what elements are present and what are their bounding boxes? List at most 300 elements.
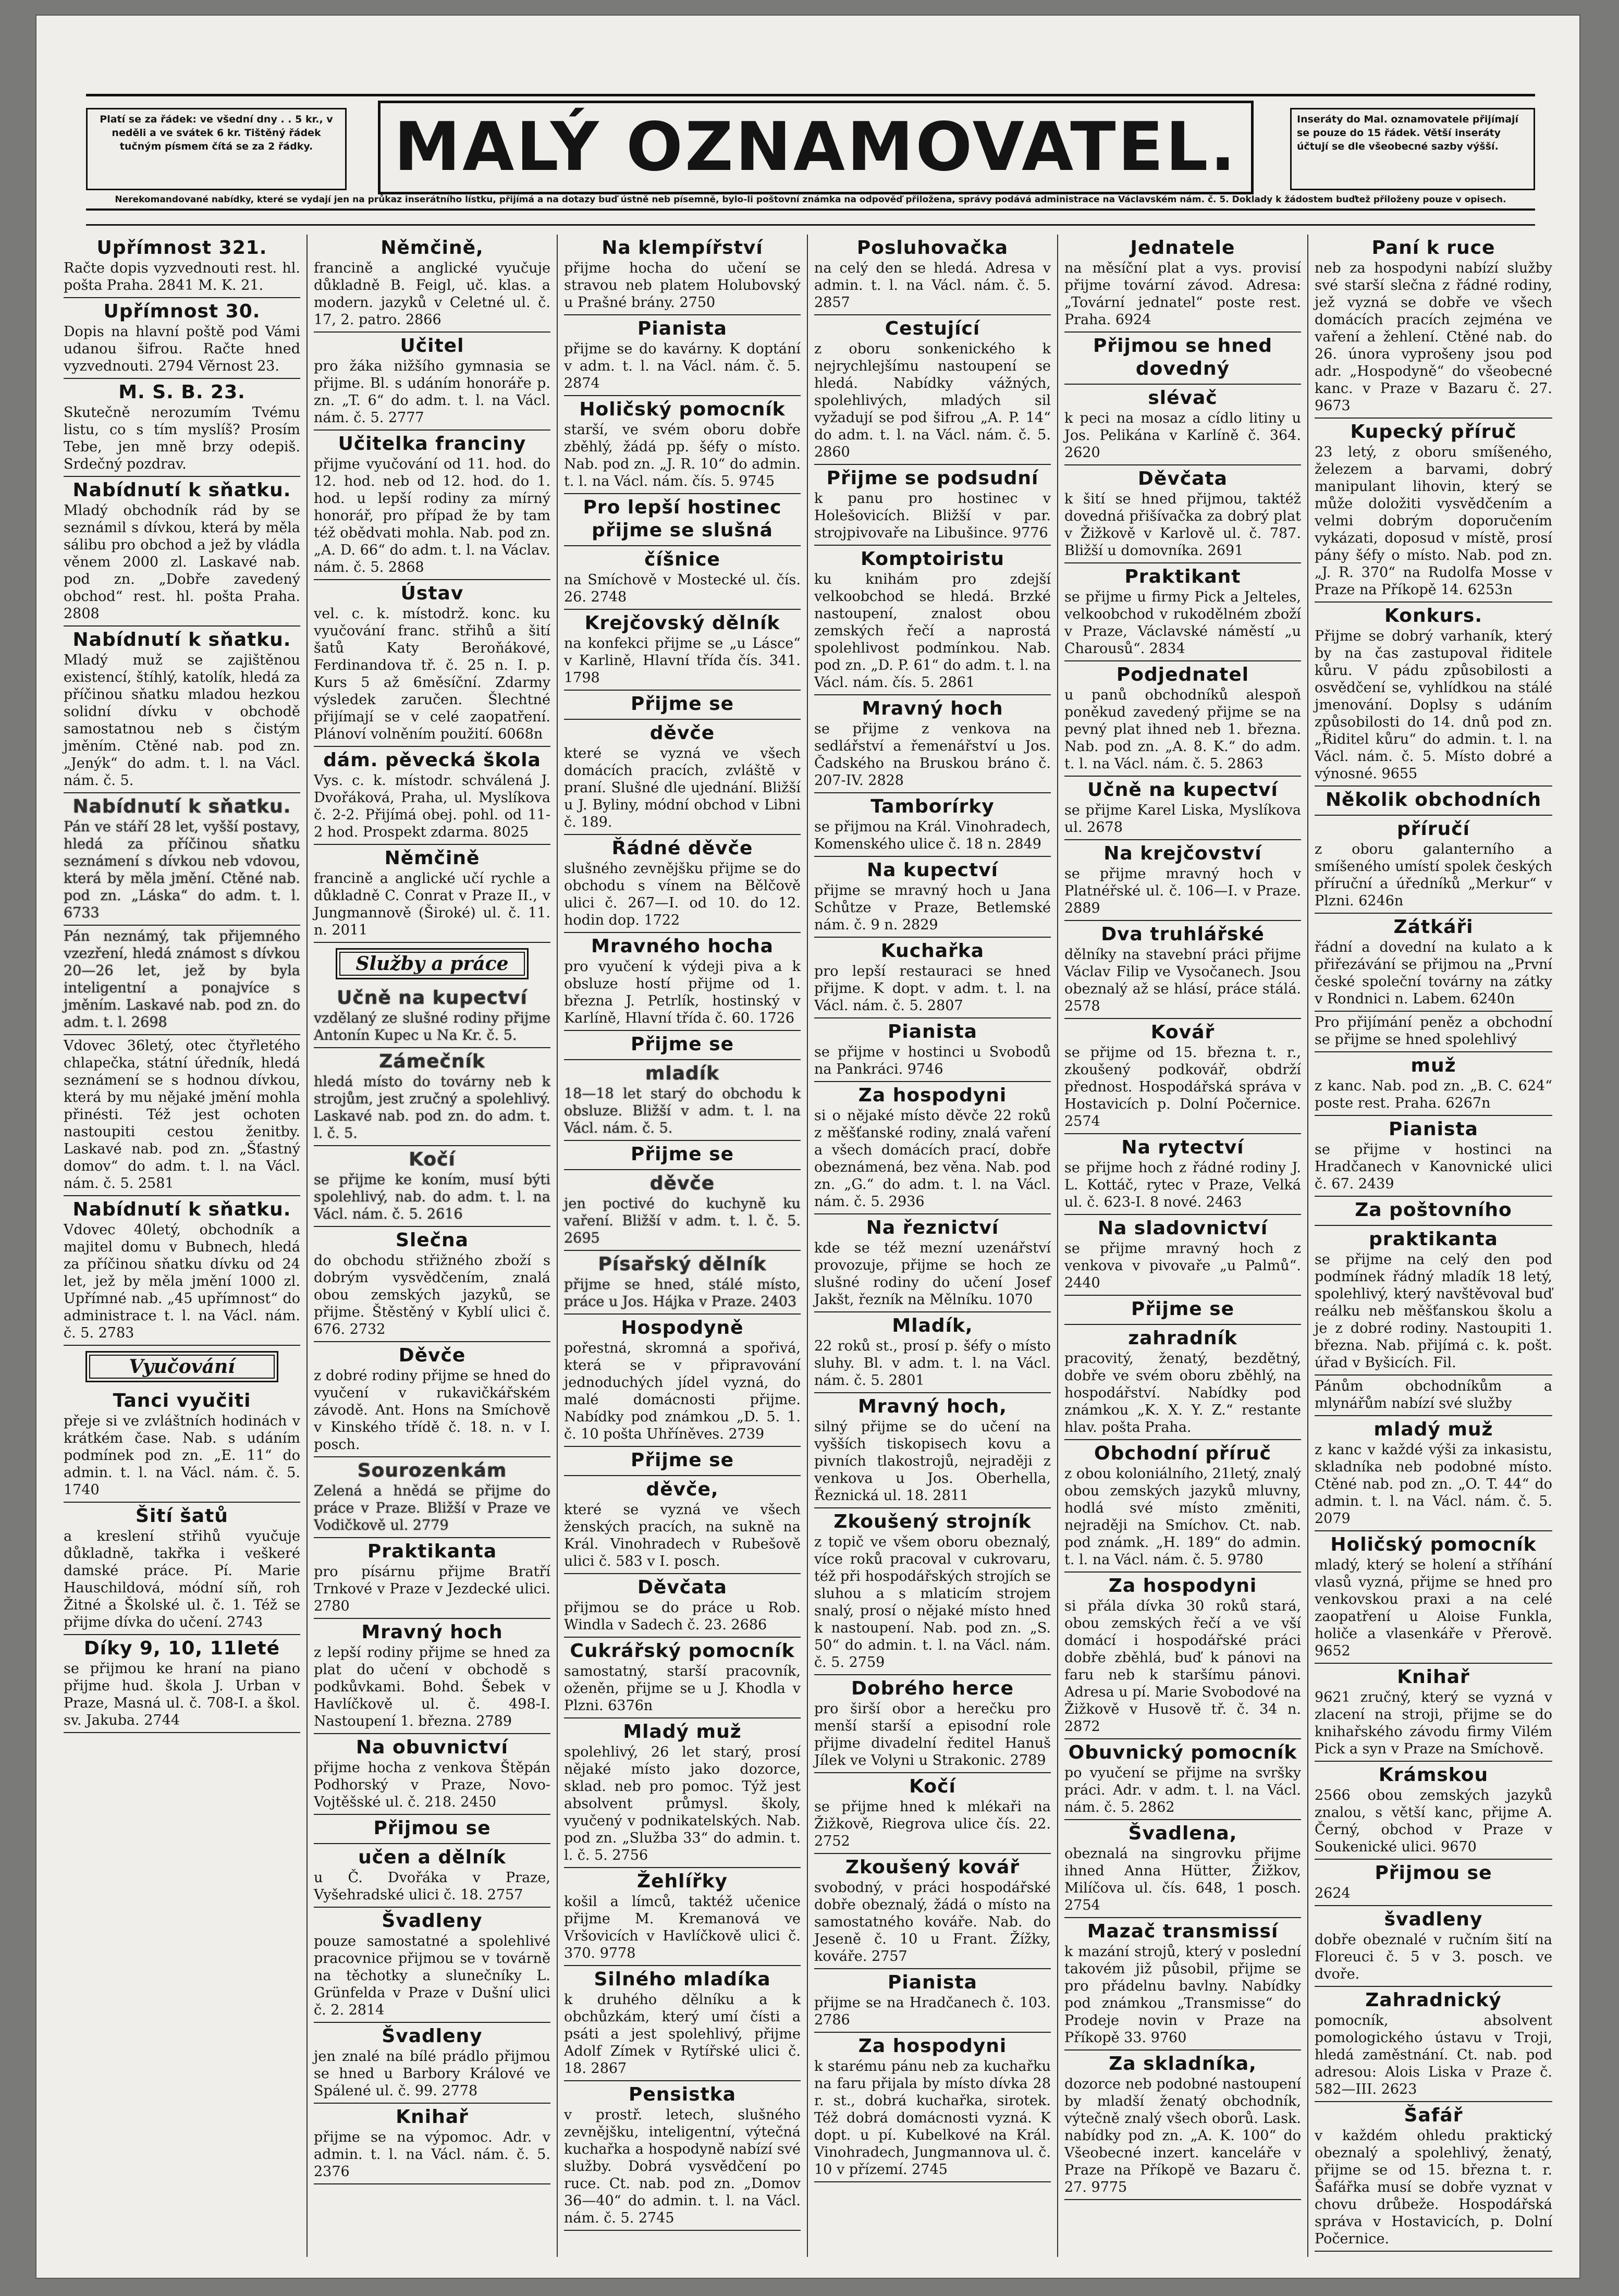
ad-text: přijmou se do práce u Rob. Windla v Sadech č. 23. 2686 bbox=[564, 1600, 801, 1633]
price-box: Platí se za řádek: ve všední dny . . 5 kr., v neděli a ve svátek 6 kr. Tištěný řádek tučným písmem čítá se za 2 řádky. bbox=[86, 108, 347, 190]
ad-heading: Konkurs. bbox=[1384, 605, 1483, 627]
ad-heading: Na sladovnictví bbox=[1097, 1218, 1268, 1239]
classified-ad bbox=[564, 1315, 801, 1447]
ad-heading: Němčině bbox=[384, 848, 480, 869]
ad-text: se přijme z venkova na sedlářství a řemenářství u Jos. Čadského na Bruskou bráno č. 207-IV. 2828 bbox=[814, 721, 1051, 789]
classified-ad bbox=[1064, 661, 1301, 777]
ad-text: se přijmou ke hraní na piano přijme hud. škola J. Urban v Praze, Masná ul. č. 708-I. a škol. sv. Jakuba. 2744 bbox=[64, 1661, 300, 1728]
column-6 bbox=[1308, 235, 1559, 2257]
classified-ad bbox=[314, 1227, 550, 1342]
classified-ad bbox=[814, 938, 1051, 1018]
classified-ad bbox=[564, 1170, 801, 1251]
ad-heading: Pianista bbox=[1389, 1119, 1478, 1140]
ad-heading: Učně na kupectví bbox=[337, 987, 528, 1009]
ad-heading: Na klempířství bbox=[602, 237, 763, 259]
classified-ad bbox=[1315, 914, 1552, 1012]
ad-text: k druhého dělníku a k obchůzkám, který umí čísti a psáti a jest spolehlivý, přijme Adolf Zímek v Rytířské ulici č. 18. 2867 bbox=[564, 1992, 801, 2077]
classified-ad bbox=[314, 1538, 550, 1619]
classified-ad bbox=[314, 1146, 550, 1227]
ad-heading: Kuchařka bbox=[880, 940, 985, 962]
ad-heading: Tamborírky bbox=[870, 796, 995, 817]
classified-ad bbox=[1315, 1116, 1552, 1197]
ad-text: Pánům obchodníkům a mlynářům nabízí své služby bbox=[1315, 1378, 1552, 1411]
classified-ad bbox=[564, 933, 801, 1031]
classified-ad bbox=[1064, 1820, 1301, 1918]
ad-text: Vdovec 36letý, otec čtyřletého chlapečka, státní úředník, hledá seznámení se s hodnou dívkou, která by mu nějaké jmění mohla přinésti. Též jest ochoten nastoupiti cestou ženitby. Laskavé nab. pod zn. „Šťastný domov“ do adm. t. l. na Václ. nám. č. 5. 2581 bbox=[64, 1038, 300, 1192]
classified-ad bbox=[814, 1214, 1051, 1312]
classified-ad bbox=[314, 845, 550, 943]
ad-heading: učen a dělník bbox=[358, 1847, 506, 1868]
ad-heading: Pianista bbox=[888, 1021, 977, 1042]
classified-ad bbox=[564, 315, 801, 396]
classified-ad bbox=[1315, 1012, 1552, 1052]
ad-heading: děvče bbox=[649, 722, 715, 744]
ad-heading: Pianista bbox=[637, 318, 727, 339]
administration-notice: Nerekomandované nabídky, které se vydají jen na průkaz inserátního lístku, přijímá a na dotazy buď ústně neb písemně, bylo-li poštovní známka na odpověď přiložena, správy podává administrace na Václavském nám. č. 5. Doklady k žádostem buďtež přiloženy pouze v opisech. bbox=[86, 193, 1535, 226]
ad-text: na konfekci přijme se „u Lásce“ v Karlině, Hlavní třída čís. 341. 1798 bbox=[564, 635, 801, 686]
ad-heading: Cestující bbox=[885, 318, 980, 339]
classified-ad bbox=[64, 1196, 300, 1346]
ad-heading: Krejčovský dělník bbox=[584, 612, 780, 634]
ad-text: a kreslení střihů vyučuje důkladně, takřka i veškeré damské práce. Pí. Marie Hauschildová, módní síň, roh Žitné a Školské ul. č. 1. Též se přijme dívka do učení. 2743 bbox=[64, 1528, 300, 1630]
section-heading: Služby a práce bbox=[336, 948, 529, 979]
classified-ad bbox=[314, 1457, 550, 1538]
classified-ad bbox=[314, 2104, 550, 2184]
ad-heading: Paní k ruce bbox=[1371, 237, 1495, 259]
classified-ad bbox=[564, 1574, 801, 1638]
ad-heading: Mravný hoch, bbox=[858, 1396, 1007, 1417]
ad-text: na měsíční plat a vys. provisí přijme tovární závod. Adresa: „Tovární jednatel“ poste rest. Praha. 6924 bbox=[1064, 260, 1301, 328]
column-1 bbox=[57, 235, 308, 2257]
ad-heading: Nabídnutí k sňatku. bbox=[72, 629, 291, 650]
classified-ad bbox=[564, 1031, 801, 1060]
ad-text: pracovitý, ženatý, bezdětný, dobře ve svém oboru zběhlý, na hospodářství. Nabídky pod známkou „K. X. Y. Z.“ restante hlav. pošta Praha. bbox=[1064, 1350, 1301, 1435]
ad-heading: příručí bbox=[1397, 818, 1470, 840]
ad-text: se přijme ke koním, musí býti spolehlivý, nab. do adm. t. l. na Václ. nám. č. 5. 2616 bbox=[314, 1172, 550, 1222]
ad-heading: Na kupectví bbox=[866, 860, 999, 881]
ad-text: si přála dívka 30 roků stará, obou zemských řečí a ve vší domácí i hospodářské práci dobře zběhlá, buď k pánovi na faru neb k staršímu pánovi. Adresa u pí. Marie Svobodové na Žižkově v Husově tř. č. 34 n. 2872 bbox=[1064, 1598, 1301, 1735]
classified-ad bbox=[64, 477, 300, 627]
ad-text: v prostř. letech, slušného zevnějšku, inteligentní, výtečná kuchařka a hospodyně nabízí své služby. Dobrá vysvědčení po ruce. Ct. nab. pod zn. „Domov 36—40“ do admin. t. l. na Václ. nám. č. 5. 2745 bbox=[564, 2107, 801, 2226]
ad-text: se přijme mravný hoch z venkova v pivovaře „u Palmů“. 2440 bbox=[1064, 1241, 1301, 1291]
ad-text: si o nějaké místo děvče 22 roků z měšťanské rodiny, znalá vaření a všech domácích prací, dobře obeznámená, bez věna. Nab. pod zn. „G.“ do adm. t. l. na Václ. nám. č. 5. 2936 bbox=[814, 1108, 1051, 1210]
ad-heading: Pensistka bbox=[628, 2084, 737, 2105]
ad-heading: Přijmou se bbox=[1375, 1862, 1492, 1884]
classified-ad bbox=[314, 1815, 550, 1844]
ad-heading: Holičský pomocník bbox=[579, 399, 786, 420]
ad-heading: Němčině, bbox=[381, 237, 484, 259]
classified-ad bbox=[314, 580, 550, 747]
classified-ad bbox=[1064, 777, 1301, 840]
ad-text: francině a anglické učí rychle a důkladně C. Conrat v Praze II., v Jungmannově (Široké) ul. č. 11. n. 2011 bbox=[314, 870, 550, 938]
classified-ad bbox=[1315, 816, 1552, 914]
ad-text: z oboru galanterního a smíšeného umístí spolek českých příruční a úředníků „Merkur“ v Plzni. 6246n bbox=[1315, 841, 1552, 909]
ad-text: pomocník, absolvent pomologického ústavu v Troji, hledá zaměstnání. Ct. nab. pod adresou: Alois Liska v Praze č. 582—III. 2623 bbox=[1315, 2012, 1552, 2097]
ad-heading: Děvče bbox=[398, 1345, 466, 1366]
ad-text: řádní a dovední na kulato a k přiřezávání se přijmou na „První české společní továrny na zátky v Rondnici n. Labem. 6240n bbox=[1315, 939, 1552, 1007]
classified-ad bbox=[1315, 1987, 1552, 2102]
ad-text: se přijme na celý den pod podmínek řádný mladík 18 letý, spolehlivý, který navštěvoval buď reálku neb měšťanskou školu a je z dobré rodiny. Nastoupiti 1. března. Nab. přijímá c. k. pošt. úřad v Byšicích. Fil. bbox=[1315, 1251, 1552, 1371]
classified-ad bbox=[1315, 603, 1552, 787]
classified-ad bbox=[64, 1635, 300, 1733]
classified-ad bbox=[1315, 1762, 1552, 1860]
ad-text: se přijme v hostinci u Svobodů na Pankráci. 9746 bbox=[814, 1044, 1051, 1077]
classified-ad bbox=[314, 1619, 550, 1734]
ad-text: se přijmou na Král. Vinohradech, Komenského ulice č. 18 n. 2849 bbox=[814, 819, 1051, 852]
ad-heading: Jednatele bbox=[1130, 237, 1235, 259]
ad-text: k mazání strojů, který v poslední takovém již působil, přijme se pro přádelnu bavlny. Nabídky pod známkou „Transmisse“ do Prodeje novin v Praze na Příkopě 33. 9760 bbox=[1064, 1944, 1301, 2046]
ad-text: Zelená a hnědá se přijme do práce v Praze. Bližší v Praze ve Vodičkově ul. 2779 bbox=[314, 1483, 550, 1533]
classified-ad bbox=[314, 333, 550, 431]
ad-heading: Podjednatel bbox=[1116, 664, 1249, 685]
classified-ad bbox=[1315, 1664, 1552, 1762]
column-3 bbox=[558, 235, 808, 2257]
ad-text: Přijme se dobrý varhaník, který by na čas zastupoval řiditele kůru. V pádu způsobilosti a osvědčení se, vyhlídkou na stálé jmenování. Doplsy s udáním způsobilosti do 14. dnů pod zn. „Řiditel kůru“ do admin. t. l. na Václ. nám. č. 5. Místo dobré a výnosné. 9655 bbox=[1315, 628, 1552, 782]
classified-ad bbox=[564, 494, 801, 546]
classified-ad bbox=[564, 1141, 801, 1170]
ad-text: Skutečně nerozumím Tvému listu, co s tím myslíš? Prosím Tebe, jen mně brzy odepiš. Srdečný pozdrav. bbox=[64, 404, 300, 472]
ad-heading: Obchodní příruč bbox=[1094, 1443, 1271, 1464]
classified-ad bbox=[64, 298, 300, 379]
ad-text: pro písárnu přijme Bratří Trnkové v Praze v Jezdecké ulici. 2780 bbox=[314, 1564, 550, 1614]
ad-text: starší, ve svém oboru dobře zběhlý, žádá pp. šéfy o místo. Nab. pod zn. „J. R. 10“ do admin. t. l. na Václ. nám. čís. 5. 9745 bbox=[564, 422, 801, 489]
ad-text: jen znalé na bílé prádlo přijmou se hned u Barbory Králové ve Spálené ul. č. 99. 2778 bbox=[314, 2048, 550, 2099]
ad-heading: Krámskou bbox=[1378, 1764, 1489, 1786]
classified-ad bbox=[814, 2033, 1051, 2182]
ad-heading: Přijme se bbox=[630, 693, 734, 715]
ad-heading: Šafář bbox=[1404, 2105, 1463, 2126]
ad-heading: Nabídnutí k sňatku. bbox=[72, 1199, 291, 1220]
ad-text: pouze samostatné a spolehlivé pracovnice přijmou se v továrně na těchotky a slunečníky L. Grünfelda v Praze v Dušní ulici č. 2. 2814 bbox=[314, 1933, 550, 2018]
ad-heading: Přijme se bbox=[630, 1450, 734, 1471]
newspaper-page bbox=[36, 16, 1579, 2278]
ad-heading: Šití šatů bbox=[136, 1505, 228, 1527]
ad-text: Pro přijímání peněz a obchodní se přijme se hned spolehlivý bbox=[1315, 1014, 1552, 1048]
classified-ad bbox=[564, 1251, 801, 1315]
ad-heading: Žehlířky bbox=[637, 1871, 728, 1892]
ad-text: přijme se na Hradčanech č. 103. 2786 bbox=[814, 1995, 1051, 2028]
ad-heading: Přijme se bbox=[630, 1034, 734, 1055]
ad-heading: Pro lepší hostinec přijme se slušná bbox=[583, 497, 782, 541]
ad-heading: Na obuvnictví bbox=[356, 1737, 508, 1758]
classified-ad bbox=[314, 1048, 550, 1146]
ad-heading: Kupecký příruč bbox=[1350, 421, 1517, 443]
classified-ad bbox=[814, 857, 1051, 938]
ad-heading: Praktikant bbox=[1124, 566, 1241, 587]
ad-heading: Nabídnutí k sňatku. bbox=[72, 796, 291, 817]
classified-ad bbox=[564, 2081, 801, 2231]
ad-text: se přijme hoch z řádné rodiny J. L. Kottáč, rytec v Praze, Velká ul. č. 623-I. 8 nové. 2463 bbox=[1064, 1160, 1301, 1210]
ad-heading: Děvčata bbox=[637, 1577, 727, 1598]
classified-ad bbox=[564, 691, 801, 720]
classified-ad bbox=[564, 396, 801, 494]
ad-text: 2566 obou zemských jazyků znalou, s větší kanc, přijme A. Černý, obchod v Praze v Soukenické ulici. 9670 bbox=[1315, 1787, 1552, 1855]
ad-heading: Zkoušený kovář bbox=[845, 1857, 1020, 1878]
ad-heading: Švadleny bbox=[382, 2025, 483, 2047]
ad-heading: Dva truhlářské bbox=[1101, 924, 1265, 945]
ad-heading: Na rytectví bbox=[1121, 1137, 1244, 1158]
ad-text: k šití se hned přijmou, taktéž dovedná přišívačka za dobrý plat v Žižkově v Karlově ul. č. 787. Bližší u domovníka. 2691 bbox=[1064, 491, 1301, 559]
ad-text: dělníky na stavební práci přijme Václav Filip ve Vysočanech. Jsou obeznalý až se hlásí, práce stálá. 2578 bbox=[1064, 947, 1301, 1014]
ad-text: Mladý muž se zajištěnou existencí, štíhlý, katolík, hledá za příčinou sňatku mladou hezkou solidní dívku v obchodě samostatnou neb s čistým jměním. Ctěné nab. pod zn. „Jenýk“ do adm. t. l. na Václ. nám. č. 5. bbox=[64, 652, 300, 789]
ad-heading: Knihař bbox=[1397, 1666, 1470, 1688]
ad-heading: Za hospodyni bbox=[858, 1085, 1007, 1106]
classified-ad bbox=[814, 1854, 1051, 1969]
section-heading: Vyučování bbox=[85, 1351, 278, 1382]
ad-heading: švadleny bbox=[1384, 1909, 1483, 1930]
classified-ad bbox=[1315, 235, 1552, 419]
ad-heading: číšnice bbox=[644, 549, 720, 570]
ad-text: slušného zevnějšku přijme se do obchodu s vínem na Bělčově ulici č. 267—I. od 10. do 12. hodin dop. 1722 bbox=[564, 861, 801, 928]
ad-heading: Přijmou se hned dovedný bbox=[1093, 335, 1273, 379]
ad-heading: Učitel bbox=[400, 335, 464, 357]
ad-text: svobodný, v práci hospodářské dobře obeznalý, žádá o místo na samostatného kováře. Nab. do Jeseně č. 10 u Frant. Žížky, kováře. 2757 bbox=[814, 1880, 1051, 1965]
ad-text: Mladý obchodník rád by se seznámil s dívkou, která by měla sálibu pro obchod a jež by vládla věnem 2000 zl. Laskavé nab. pod zn. „Dobře zavedený obchod“ rest. hl. pošta Praha. 2808 bbox=[64, 502, 300, 622]
ad-text: z oboru sonkenického k nejrychlejšímu nastoupení se hledá. Nabídky vážných, spolehlivých, mladých sil vyžadují se pod šifrou „A. P. 14“ do adm. t. l. na Václ. nám. č. 5. 2860 bbox=[814, 341, 1051, 460]
classified-ad bbox=[314, 1342, 550, 1457]
ad-text: jen poctivé do kuchyně ku vaření. Bližší v adm. t. l. č. 5. 2695 bbox=[564, 1196, 801, 1246]
classified-ad bbox=[1064, 1918, 1301, 2051]
classified-ad bbox=[314, 985, 550, 1048]
classified-ad bbox=[1064, 1440, 1301, 1573]
ad-text: k starému pánu neb za kuchařku na faru přijala by místo dívka 28 r. st., dobrá kuchařka, sirotek. Též dobrá domácnosti vyzná. K dopt. u pí. Kubelkové na Král. Vinohradech, Jungmannova ul. č. 10 v přízemí. 2745 bbox=[814, 2058, 1051, 2178]
classified-ad bbox=[1064, 465, 1301, 563]
classified-ad bbox=[1315, 1052, 1552, 1116]
classified-ad bbox=[564, 720, 801, 835]
classified-ad bbox=[1064, 921, 1301, 1019]
ad-heading: Učitelka franciny bbox=[338, 433, 526, 455]
ad-text: hledá místo do továrny neb k strojům, jest zručný a spolehlivý. Laskavé nab. pod zn. do adm. t. l. č. 5. bbox=[314, 1074, 550, 1141]
ad-heading: Na řeznictví bbox=[866, 1217, 999, 1238]
ad-heading: Přijme se podsudní bbox=[826, 468, 1039, 489]
ad-text: 9621 zručný, který se vyzná v zlacení na stroji, přijme se do knihařského závodu firmy Vilém Pick a syn v Praze na Smíchově. bbox=[1315, 1689, 1552, 1757]
classified-columns bbox=[57, 235, 1559, 2257]
ad-heading: Slečna bbox=[396, 1230, 469, 1251]
ad-heading: Přijme se bbox=[630, 1144, 734, 1165]
ad-heading: Zátkáři bbox=[1393, 916, 1474, 938]
classified-ad bbox=[814, 1773, 1051, 1854]
ad-heading: Několik obchodních bbox=[1325, 789, 1542, 811]
column-2 bbox=[308, 235, 558, 2257]
column-4 bbox=[808, 235, 1058, 2257]
classified-ad bbox=[814, 1082, 1051, 1214]
ad-text: pro žáka nižšího gymnasia se přijme. Bl. s udáním honoráře p. zn. „T. 6“ do adm. t. l. na Václ. nám. č. 5. 2777 bbox=[314, 358, 550, 426]
ad-text: se přijme od 15. března t. r., zkoušený podkovář, obdrží přednost. Hospodářská správa v Hostavicích p. Dolní Počernice. 2574 bbox=[1064, 1045, 1301, 1129]
classified-ad bbox=[64, 627, 300, 793]
ad-heading: Dobrého herce bbox=[851, 1678, 1014, 1699]
ad-text: Vdovec 40letý, obchodník a majitel domu v Bubnech, hledá za příčinou sňatku dívku od 24 let, jež by měla jmění 1000 zl. Upřímné nab. „45 upřímnost“ do administrace t. l. na Václ. nám. č. 5. 2783 bbox=[64, 1222, 300, 1341]
ad-heading: mladý muž bbox=[1373, 1419, 1493, 1440]
ad-heading: muž bbox=[1411, 1055, 1456, 1076]
classified-ad bbox=[814, 793, 1051, 857]
ad-text: se přijme hned k mlékaři na Žižkově, Riegrova ulice čís. 22. 2752 bbox=[814, 1799, 1051, 1849]
ad-text: 22 roků st., prosí p. šéfy o místo sluhy. Bl. v adm. t. l. na Václ. nám. č. 5. 2801 bbox=[814, 1338, 1051, 1389]
ad-heading: Zkoušený strojník bbox=[833, 1511, 1032, 1532]
classified-ad bbox=[314, 235, 550, 333]
ad-heading: Upřímnost 30. bbox=[103, 301, 261, 322]
ad-text: se přijme v hostinci na Hradčanech v Kanovnické ulici č. 67. 2439 bbox=[1315, 1141, 1552, 1192]
ad-heading: Kočí bbox=[409, 1149, 456, 1170]
classified-ad bbox=[314, 1908, 550, 2023]
ad-text: Pán neznámý, tak přijemného vzezření, hledá známost s dívkou 20—26 let, jež by byla inteligentní a ponajvíce s jměním. Laskavé nab. pod zn. do adm. t. l. 2698 bbox=[64, 928, 300, 1030]
ad-text: mladý, který se holení a stříhání vlasů vyzná, přijme se hned pro venkovskou praxi a na celé zaopatření u Aloise Funkla, holiče a vlasenkáře v Přerově. 9652 bbox=[1315, 1557, 1552, 1659]
ad-heading: Švadleny bbox=[382, 1910, 483, 1932]
ad-text: které se vyzná ve všech ženských pracích, na sukně na Král. Vinohradech v Rubešově ulici č. 583 v I. posch. bbox=[564, 1502, 801, 1569]
classified-ad bbox=[814, 695, 1051, 793]
classified-ad bbox=[1064, 1134, 1301, 1215]
ad-heading: Posluhovačka bbox=[856, 237, 1009, 259]
ad-text: pro širší obor a herečku pro menší starší a episodní role přijme divadelní ředitel Hanuš Jílek ve Volyni u Strakonic. 2789 bbox=[814, 1701, 1051, 1769]
classified-ad bbox=[564, 235, 801, 315]
classified-ad bbox=[564, 1638, 801, 1718]
classified-ad bbox=[314, 1844, 550, 1908]
ad-text: z kanc. Nab. pod zn. „B. C. 624“ poste rest. Praha. 6267n bbox=[1315, 1078, 1552, 1111]
ad-text: se přijme Karel Liska, Myslíkova ul. 2678 bbox=[1064, 802, 1301, 836]
ad-heading: mladík bbox=[645, 1063, 720, 1084]
ad-text: do obchodu střižného zboží s dobrým vysvědčením, znalá obou zemských jazyků, se přijme. Štěstěný v Kyblí ulici č. 676. 2732 bbox=[314, 1253, 550, 1337]
classified-ad bbox=[814, 315, 1051, 465]
classified-ad bbox=[1064, 840, 1301, 921]
classified-ad bbox=[564, 546, 801, 610]
ad-text: přijme hocha z venkova Štěpán Podhorský v Praze, Novo-Vojtěšské ul. č. 218. 2450 bbox=[314, 1760, 550, 1810]
ad-heading: Praktikanta bbox=[367, 1541, 497, 1562]
ad-text: z dobré rodiny přijme se hned do vyučení v rukavičkářském závodě. Ant. Hons na Smíchově v Kinského třídě č. 18. n. v I. posch. bbox=[314, 1368, 550, 1453]
classified-ad bbox=[1064, 1215, 1301, 1296]
classified-ad bbox=[1064, 1573, 1301, 1739]
ad-heading: M. S. B. 23. bbox=[118, 382, 246, 403]
ad-heading: Za skladníka, bbox=[1109, 2053, 1257, 2074]
classified-ad bbox=[564, 1718, 801, 1868]
ad-text: 2624 bbox=[1315, 1885, 1351, 1901]
classified-ad bbox=[814, 1675, 1051, 1773]
ad-heading: Zahradnický bbox=[1365, 1990, 1502, 2011]
classified-ad bbox=[64, 1035, 300, 1196]
ad-text: ku knihám pro zdejší velkoobchod se hledá. Brzké nastoupení, znalost obou zemských řečí a naprostá spolehlivost podmínkou. Nab. pod zn. „D. P. 61“ do adm. t. l. na Václ. nám. čís. 5. 2861 bbox=[814, 571, 1051, 691]
classified-ad bbox=[1064, 235, 1301, 333]
classified-ad bbox=[814, 1312, 1051, 1393]
ad-heading: dám. pěvecká škola bbox=[323, 750, 541, 771]
ad-text: po vyučení se přijme na svršky práci. Adr. v adm. t. l. na Václ. nám. č. 5. 2862 bbox=[1064, 1765, 1301, 1815]
ad-heading: Zámečník bbox=[379, 1051, 485, 1072]
ad-text: pro lepší restauraci se hned přijme. K dopt. v adm. t. l. na Václ. nám. č. 5. 2807 bbox=[814, 963, 1051, 1014]
classified-ad bbox=[64, 379, 300, 477]
ad-heading: Ústav bbox=[400, 583, 464, 604]
classified-ad bbox=[1315, 1376, 1552, 1416]
ad-heading: Mravného hocha bbox=[591, 936, 774, 957]
ad-text: samostatný, starší pracovník, oženěn, přijme se u J. Khodla v Plzni. 6376n bbox=[564, 1663, 801, 1714]
classified-ad bbox=[1315, 1226, 1552, 1376]
ad-heading: Tanci vyučiti bbox=[113, 1390, 251, 1411]
classified-ad bbox=[1064, 2051, 1301, 2200]
ad-heading: Za poštovního bbox=[1355, 1199, 1512, 1221]
ad-heading: Děvčata bbox=[1138, 468, 1228, 489]
ad-text: neb za hospodyni nabízí služby své starší slečna z řádné rodiny, jež vyzná se dobře ve všech domácích pracích zejména ve vaření a žehlení. Ctěné nab. do 26. února vyprošeny jsou pod adr. „Hospodyně“ do všeobecné kanc. v Praze v Bazaru č. 27. 9673 bbox=[1315, 260, 1552, 414]
classified-ad bbox=[564, 1476, 801, 1574]
classified-ad bbox=[814, 235, 1051, 315]
ad-text: Račte dopis vyzvednouti rest. hl. pošta Praha. 2841 M. K. 21. bbox=[64, 260, 300, 293]
classified-ad bbox=[564, 1060, 801, 1141]
ad-heading: Upřímnost 321. bbox=[96, 237, 267, 259]
ad-heading: Hospodyně bbox=[621, 1317, 744, 1339]
ad-text: obeznalá na singrovku přijme ihned Anna Hütter, Žižkov, Milíčova ul. čís. 648, 1 posch. 2754 bbox=[1064, 1846, 1301, 1913]
classified-ad bbox=[64, 926, 300, 1035]
ad-heading: Mazač transmissí bbox=[1087, 1921, 1279, 1942]
ad-heading: Učně na kupectví bbox=[1087, 779, 1278, 801]
ad-heading: Sourozenkám bbox=[357, 1460, 507, 1481]
insertion-rules-box: Inseráty do Mal. oznamovatele přijímají se pouze do 15 řádek. Větší inseráty účtují se dle všeobecné sazby výšší. bbox=[1290, 108, 1535, 190]
classified-ad bbox=[564, 1868, 801, 1966]
ad-heading: Knihař bbox=[396, 2106, 469, 2128]
ad-text: u Č. Dvořáka v Praze, Vyšehradské ulici č. 18. 2757 bbox=[314, 1870, 550, 1903]
ad-text: v každém ohledu praktický obeznalý a spolehlivý, ženatý, přijme se od 15. března t. r. Šafářka musí se dobře vyznat v chovu drůbeže. Hospodářská správa v Hostavicích, p. Dolní Počernice. bbox=[1315, 2128, 1552, 2247]
ad-heading: Mladík, bbox=[892, 1315, 973, 1336]
ad-text: přeje si ve zvláštních hodinách v krátkém čase. Nab. s udáním podmínek pod zn. „E. 11“ do admin. t. l. na Václ. nám. č. 5. 1740 bbox=[64, 1413, 300, 1498]
classified-ad bbox=[814, 1508, 1051, 1675]
classified-ad bbox=[564, 1966, 801, 2081]
ad-heading: Písařský dělník bbox=[598, 1254, 767, 1275]
ad-heading: Holičský pomocník bbox=[1330, 1534, 1537, 1555]
ad-text: přijme se mravný hoch u Jana Schůtze v Praze, Betlemské nám. č. 9 n. 2829 bbox=[814, 882, 1051, 933]
classified-ad bbox=[1064, 563, 1301, 661]
ad-text: přijme se do kavárny. K doptání v adm. t. l. na Václ. nám. č. 5. 2874 bbox=[564, 341, 801, 391]
classified-ad bbox=[814, 1393, 1051, 1508]
ad-text: se přijme mravný hoch v Platnéřské ul. č. 106—I. v Praze. 2889 bbox=[1064, 866, 1301, 916]
ad-text: kde se též mezní uzenářství provozuje, přijme se hoch ze slušné rodiny do učení Josef Jakšt, řezník na Mělníku. 1070 bbox=[814, 1240, 1051, 1308]
ad-heading: Mladý muž bbox=[623, 1721, 742, 1742]
ad-heading: Kočí bbox=[909, 1776, 956, 1797]
ad-heading: Kovář bbox=[1150, 1022, 1215, 1043]
ad-heading: Za hospodyni bbox=[858, 2035, 1007, 2057]
ad-text: silný přijme se do učení na vyšších tiskopisech kovu a pivních tlakostrojů, nejraději z venkova u Jos. Oberhella, Řeznická ul. 18. 2811 bbox=[814, 1419, 1051, 1504]
classified-ad bbox=[1315, 1860, 1552, 1906]
ad-heading: Švadlena, bbox=[1128, 1823, 1237, 1844]
ad-heading: Mravný hoch bbox=[361, 1622, 503, 1643]
classified-ad bbox=[1315, 1416, 1552, 1531]
classified-ad bbox=[814, 465, 1051, 546]
ad-heading: Obuvnický pomocník bbox=[1068, 1742, 1297, 1763]
ad-text: košil a límců, taktéž učenice přijme M. Kremanová ve Vršovicích v Havlíčkově ulici č. 370. 9778 bbox=[564, 1894, 801, 1961]
ad-heading: Za hospodyni bbox=[1108, 1575, 1257, 1597]
classified-ad bbox=[814, 1969, 1051, 2033]
ad-text: 23 letý, z oboru smíšeného, železem a barvami, dobrý manipulant lihovin, který se může doložiti vysvědčením a velmi dobrým doporučením vykázati, doposud v místě, prosí pány šéfy o místo. Nab. pod zn. „J. R. 370“ na Rudolfa Mosse v Praze na Příkopě 14. 6253n bbox=[1315, 444, 1552, 598]
ad-text: dobře obeznalé v ručním šití na Floreuci č. 5 v 3. posch. ve dvoře. bbox=[1315, 1932, 1552, 1982]
classified-ad bbox=[1064, 1296, 1301, 1325]
ad-text: dozorce neb podobné nastoupení by mladší ženatý obchodník, výtečně znalý všech oborů. Lask. nabídky pod zn. „A. K. 100“ do Všeobecné inzert. kanceláře v Praze na Příkopě ve Bazaru č. 27. 9775 bbox=[1064, 2076, 1301, 2195]
ad-text: spolehlivý, 26 let starý, prosí nějaké místo jako dozorce, sklad. neb pro pomoc. Týž jest absolvent průmysl. školy, vyučený v podnikatelských. Nab. pod zn. „Služba 33“ do admin. t. l. č. 5. 2756 bbox=[564, 1744, 801, 1863]
classified-ad bbox=[314, 1734, 550, 1815]
ad-text: přijme se na výpomoc. Adr. v admin. t. l. na Václ. nám. č. 5. 2376 bbox=[314, 2129, 550, 2180]
ad-text: z obou koloniálního, 21letý, znalý obou zemských jazyků mluvny, hodlá své místo změniti, nejraději na Smíchov. Ct. nab. pod známk. „H. 189“ do admin. t. l. na Václ. nám. č. 5. 9780 bbox=[1064, 1466, 1301, 1568]
ad-text: Dopis na hlavní poště pod Vámi udanou šifrou. Račte hned vyzvednouti. 2794 Věrnost 23. bbox=[64, 324, 300, 374]
classified-ad bbox=[564, 610, 801, 691]
ad-text: vzdělaný ze slušné rodiny přijme Antonín Kupec u Na Kr. č. 5. bbox=[314, 1010, 550, 1043]
ad-heading: slévač bbox=[1148, 387, 1218, 409]
classified-ad bbox=[1315, 1906, 1552, 1987]
classified-ad bbox=[314, 747, 550, 845]
ad-heading: Na krejčovství bbox=[1103, 843, 1262, 864]
ad-text: přijme vyučování od 11. hod. do 12. hod. neb od 12. hod. do 1. hod. u lepší rodiny za mírný honorář, pro případ že by tam též obědvati mohla. Nab. pod zn. „A. D. 66“ do adm. t. l. na Václav. nám. č. 5. 2868 bbox=[314, 456, 550, 575]
classified-ad bbox=[1064, 385, 1301, 465]
ad-text: u panů obchodníků alespoň poněkud zavedený přijme se na pevný plat ihned neb 1. března. Nab. pod zn. „A. 8. K.“ do adm. t. l. na Václ. nám. č. 5. 2863 bbox=[1064, 687, 1301, 772]
ad-text: Vys. c. k. místodr. schválená J. Dvořáková, Praha, ul. Myslíkova č. 2-2. Přijímá obej. pohl. od 11-2 hod. Prospekt zdarma. 8025 bbox=[314, 772, 550, 840]
ad-text: přijme se hned, stálé místo, práce u Jos. Hájka v Praze. 2403 bbox=[564, 1276, 801, 1310]
ad-text: pořestná, skromná a spořivá, která se v připravování jednoduchých jídel vyzná, do malé domácnosti přijme. Nabídky pod známkou „D. 5. 1. č. 10 pošta Uhříněves. 2739 bbox=[564, 1340, 801, 1442]
ad-text: k peci na mosaz a cídlo litiny u Jos. Pelikána v Karlíně č. 364. 2620 bbox=[1064, 410, 1301, 461]
classified-ad bbox=[1315, 787, 1552, 816]
ad-heading: děvče bbox=[649, 1173, 715, 1194]
classified-ad bbox=[64, 793, 300, 926]
ad-heading: Silného mladíka bbox=[594, 1969, 771, 1990]
